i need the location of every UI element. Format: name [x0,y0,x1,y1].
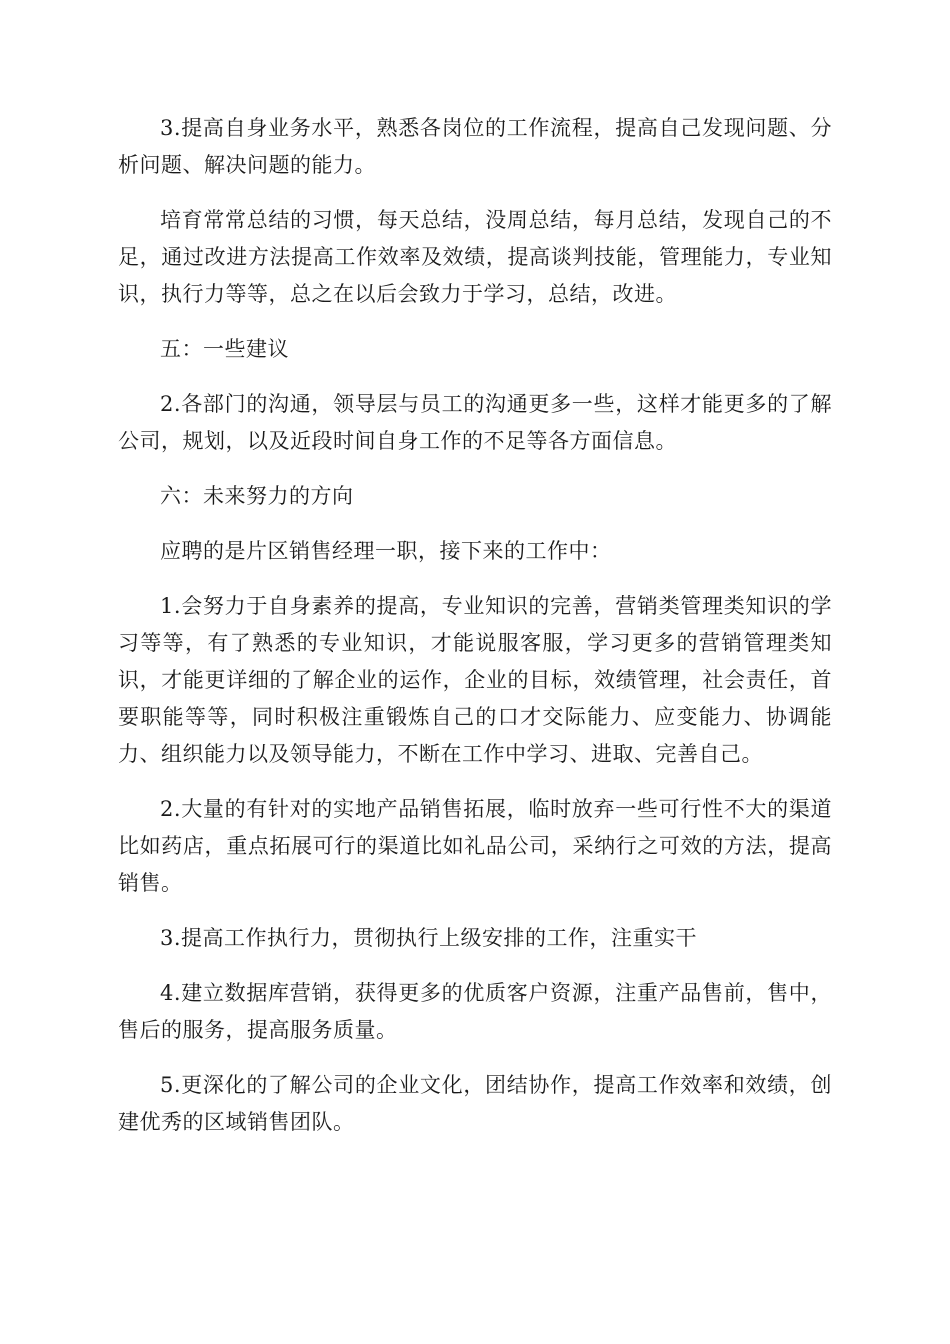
paragraph-position-intro: 应聘的是片区销售经理一职，接下来的工作中： [160,539,612,563]
paragraph-plan-4: 4.建立数据库营销，获得更多的优质客户资源，注重产品售前，售中，售后的服务，提高服务质量。 [118,981,832,1042]
document-body [118,110,832,1159]
section-heading-future-direction: 六：未来努力的方向 [160,484,354,508]
paragraph-summary-habit: 培育常常总结的习惯，每天总结，没周总结，每月总结，发现自己的不足，通过改进方法提高工作效率及效绩，提高谈判技能，管理能力，专业知识，执行力等等，总之在以后会致力于学习，总结，改进。 [118,208,832,306]
paragraph-plan-3: 3.提高工作执行力，贯彻执行上级安排的工作，注重实干 [160,926,698,950]
paragraph-suggestion-communication: 2.各部门的沟通，领导层与员工的沟通更多一些，这样才能更多的了解公司，规划，以及近段时间自身工作的不足等各方面信息。 [118,392,832,453]
paragraph-plan-1: 1.会努力于自身素养的提高，专业知识的完善，营销类管理类知识的学习等等，有了熟悉的专业知识，才能说服客服，学习更多的营销管理类知识，才能更详细的了解企业的运作，企业的目标，效绩管理，社会责任，首要职能等等，同时积极注重锻炼自己的口才交际能力、应变能力、协调能力、组织能力以及领导能力，不断在工作中学习、进取、完善自己。 [118,594,832,766]
paragraph-plan-5: 5.更深化的了解公司的企业文化，团结协作，提高工作效率和效绩，创建优秀的区域销售团队。 [118,1073,832,1134]
paragraph-plan-2: 2.大量的有针对的实地产品销售拓展，临时放弃一些可行性不大的渠道比如药店，重点拓展可行的渠道比如礼品公司，采纳行之可效的方法，提高销售。 [118,797,832,895]
section-heading-suggestions: 五：一些建议 [160,337,289,361]
paragraph-improve-skills: 3.提高自身业务水平，熟悉各岗位的工作流程，提高自己发现问题、分析问题、解决问题的能力。 [118,116,832,177]
